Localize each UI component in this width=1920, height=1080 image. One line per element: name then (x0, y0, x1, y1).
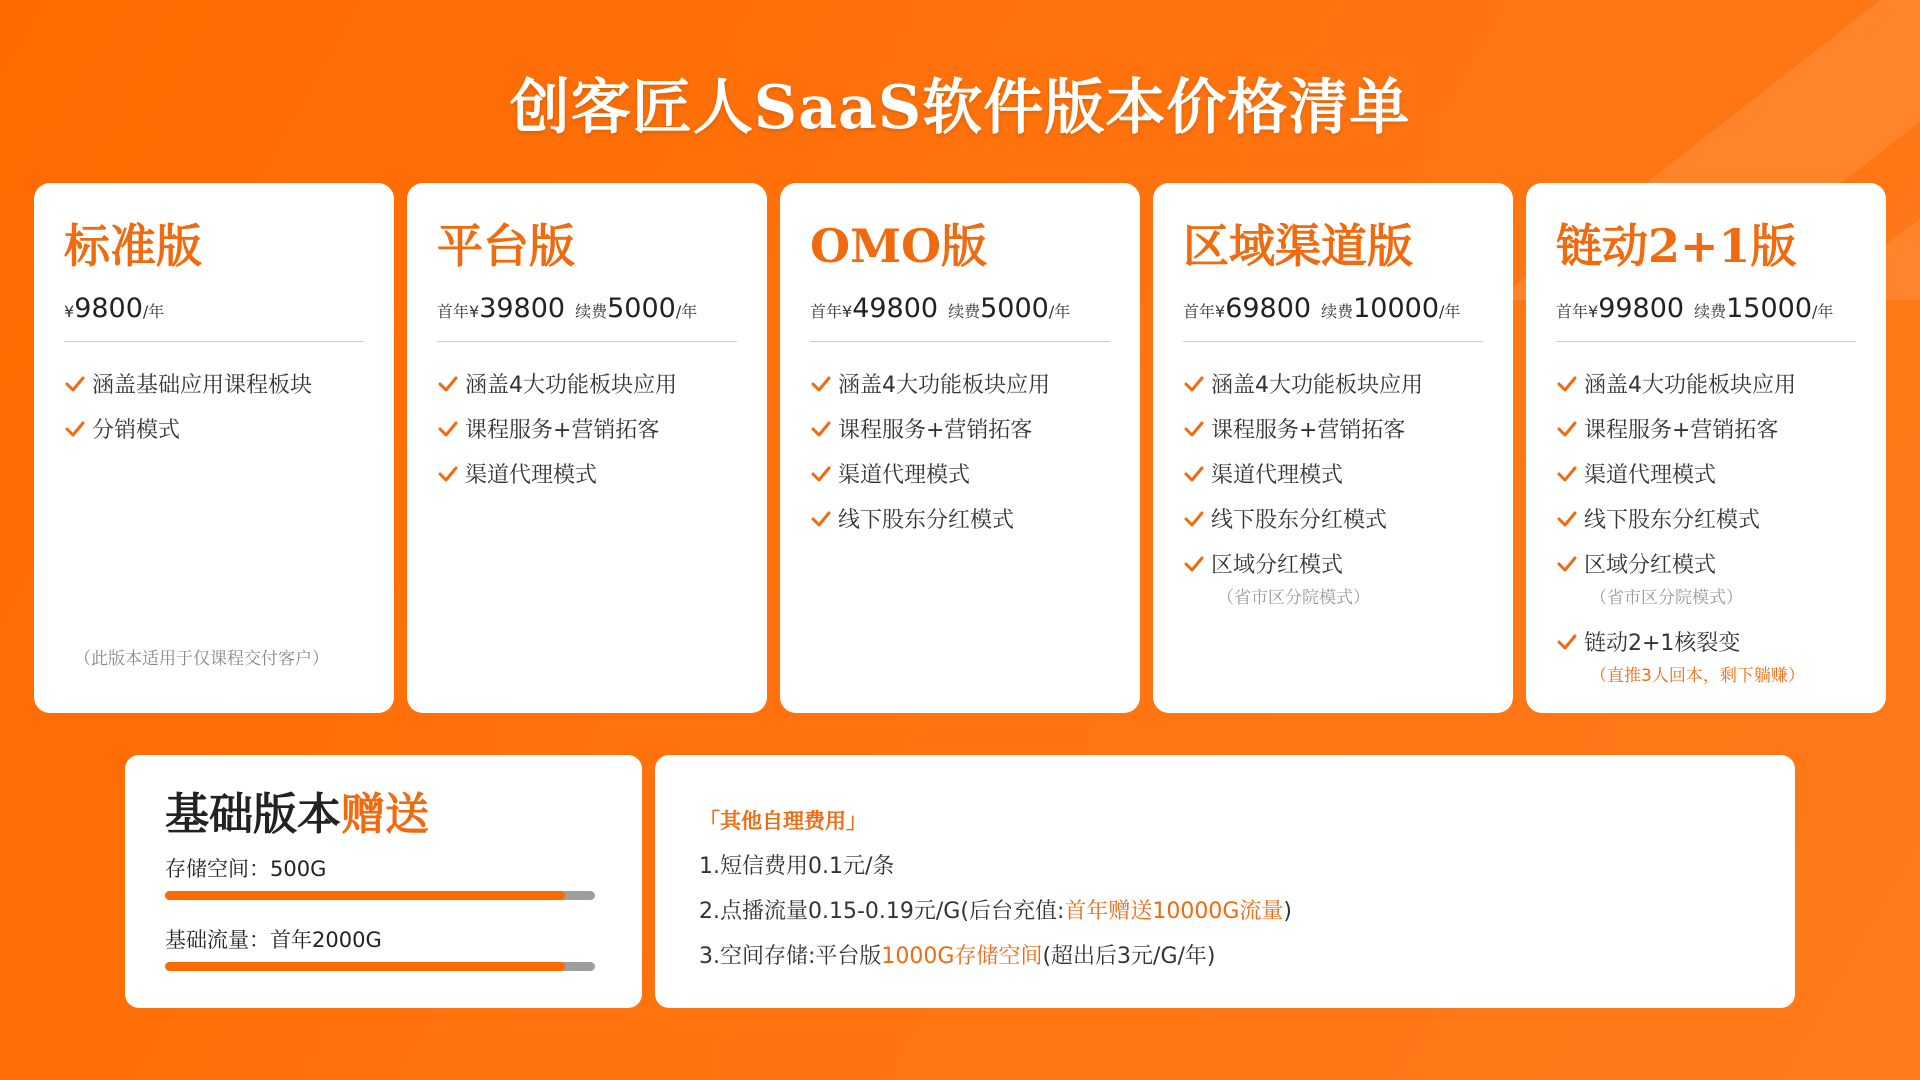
plan-card (1153, 183, 1513, 713)
check-icon (1556, 463, 1578, 485)
check-icon (1183, 418, 1205, 440)
other-fees-card (655, 755, 1795, 1008)
feature-item (810, 503, 1110, 534)
currency-symbol: ¥ (64, 302, 75, 321)
plan-name: 标准版 (64, 219, 202, 273)
plan-name: 链动2+1版 (1556, 219, 1797, 273)
feature-text: 线下股东分红模式 (1584, 508, 1761, 533)
check-icon (810, 418, 832, 440)
renew-unit: /年 (1812, 302, 1834, 321)
feature-text: 线下股东分红模式 (838, 508, 1015, 533)
feature-item (64, 368, 364, 399)
check-icon (437, 373, 459, 395)
feature-text: 分销模式 (92, 418, 181, 443)
renew-label: 续费 (948, 302, 981, 321)
feature-item (810, 413, 1110, 444)
price-value: 99800 (1598, 293, 1685, 324)
feature-item (1556, 503, 1856, 534)
other-fee-line-2 (699, 894, 1751, 925)
feature-item (1183, 503, 1483, 534)
feature-item (1556, 368, 1856, 399)
check-icon (1556, 631, 1578, 653)
storage-bar (165, 891, 595, 900)
divider (810, 341, 1110, 342)
check-icon (810, 463, 832, 485)
check-icon (1556, 553, 1578, 575)
feature-item (810, 368, 1110, 399)
traffic-bar (165, 962, 595, 971)
price-value: 9800 (74, 293, 143, 324)
renew-value: 5000 (980, 293, 1049, 324)
other-fee-line-2-highlight: 首年赠送10000G流量 (1064, 899, 1284, 924)
feature-text: 渠道代理模式 (465, 463, 598, 488)
renew-label: 续费 (575, 302, 608, 321)
check-icon (1183, 463, 1205, 485)
price-value: 69800 (1225, 293, 1312, 324)
check-icon (810, 508, 832, 530)
plan-footnote: （此版本适用于仅课程交付客户） (74, 649, 329, 669)
traffic-bar-fill (165, 962, 565, 971)
feature-item (1556, 458, 1856, 489)
renew-value: 15000 (1726, 293, 1813, 324)
renew-unit: /年 (675, 302, 698, 321)
feature-item (437, 413, 737, 444)
feature-text: 涵盖4大功能板块应用 (838, 373, 1050, 398)
feature-text: 渠道代理模式 (1211, 463, 1344, 488)
check-icon (437, 418, 459, 440)
renew-value: 10000 (1353, 293, 1440, 324)
other-fee-line-3-tail: (超出后3元/G/年) (1042, 944, 1216, 969)
other-fee-line-2-text: 2.点播流量0.15-0.19元/G(后台充值: (699, 899, 1065, 924)
divider (437, 341, 737, 342)
check-icon (1183, 508, 1205, 530)
feature-text: 涵盖4大功能板块应用 (1584, 373, 1796, 398)
other-fee-line-3-text: 3.空间存储:平台版 (699, 944, 882, 969)
other-fees-heading: 「其他自理费用」 (699, 809, 867, 833)
plan-name: OMO版 (810, 219, 988, 273)
other-fee-line-3-highlight: 1000G存储空间 (881, 944, 1043, 969)
feature-text: 课程服务+营销拓客 (1584, 418, 1779, 443)
feature-item (64, 413, 364, 444)
feature-item (1183, 413, 1483, 444)
page-title: 创客匠人SaaS软件版本价格清单 (509, 73, 1411, 143)
first-year-label: 首年 (437, 302, 470, 321)
bonus-title-highlight: 赠送 (341, 789, 429, 840)
feature-item (1556, 548, 1856, 579)
renew-value: 5000 (607, 293, 676, 324)
check-icon (1556, 418, 1578, 440)
feature-item (1183, 368, 1483, 399)
storage-bar-fill (165, 891, 565, 900)
price-unit: /年 (142, 302, 165, 321)
renew-unit: /年 (1048, 302, 1071, 321)
other-fee-line-2-tail: ) (1283, 899, 1292, 924)
plan-card (34, 183, 394, 713)
bonus-title (165, 789, 602, 840)
divider (1556, 341, 1856, 342)
divider (1183, 341, 1483, 342)
check-icon (64, 418, 86, 440)
divider (64, 341, 364, 342)
storage-label: 存储空间：500G (165, 857, 327, 881)
feature-item (1183, 548, 1483, 579)
plan-price (64, 293, 364, 327)
feature-note: （省市区分院模式） (1217, 588, 1370, 608)
first-year-label: 首年 (1183, 302, 1216, 321)
feature-text: 课程服务+营销拓客 (838, 418, 1033, 443)
first-year-label: 首年 (810, 302, 843, 321)
feature-text: 区域分红模式 (1584, 553, 1717, 578)
bonus-card (125, 755, 642, 1008)
renew-unit: /年 (1439, 302, 1461, 321)
check-icon (64, 373, 86, 395)
plan-price (1556, 293, 1856, 327)
renew-label: 续费 (1694, 302, 1727, 321)
check-icon (1556, 373, 1578, 395)
plan-price (1183, 293, 1483, 327)
feature-text: 渠道代理模式 (838, 463, 971, 488)
plan-card (407, 183, 767, 713)
feature-item (1183, 458, 1483, 489)
feature-text: 课程服务+营销拓客 (465, 418, 660, 443)
feature-text: 区域分红模式 (1211, 553, 1344, 578)
feature-item (810, 458, 1110, 489)
feature-note: （省市区分院模式） (1590, 588, 1743, 608)
feature-item (437, 368, 737, 399)
plan-card (1526, 183, 1886, 713)
traffic-label: 基础流量：首年2000G (165, 928, 382, 952)
price-value: 39800 (479, 293, 566, 324)
plan-price (810, 293, 1110, 327)
first-year-label: 首年 (1556, 302, 1589, 321)
feature-text: 链动2+1核裂变 (1584, 631, 1741, 656)
price-value: 49800 (852, 293, 939, 324)
check-icon (810, 373, 832, 395)
plan-name: 平台版 (437, 219, 575, 273)
plan-name: 区域渠道版 (1183, 219, 1413, 273)
feature-text: 课程服务+营销拓客 (1211, 418, 1406, 443)
currency-symbol: ¥ (1215, 302, 1226, 321)
feature-note: （直推3人回本，剩下躺赚） (1590, 666, 1805, 686)
feature-text: 线下股东分红模式 (1211, 508, 1388, 533)
other-fee-line-3 (699, 939, 1751, 970)
feature-text: 涵盖4大功能板块应用 (1211, 373, 1423, 398)
plan-price (437, 293, 737, 327)
check-icon (1183, 553, 1205, 575)
bonus-title-main: 基础版本 (165, 789, 341, 840)
check-icon (437, 463, 459, 485)
check-icon (1556, 508, 1578, 530)
feature-item (1556, 413, 1856, 444)
feature-text: 渠道代理模式 (1584, 463, 1717, 488)
feature-item (437, 458, 737, 489)
other-fee-line-1: 1.短信费用0.1元/条 (699, 854, 895, 879)
check-icon (1183, 373, 1205, 395)
feature-text: 涵盖基础应用课程板块 (92, 373, 313, 398)
feature-text: 涵盖4大功能板块应用 (465, 373, 677, 398)
currency-symbol: ¥ (1588, 302, 1599, 321)
plan-card (780, 183, 1140, 713)
currency-symbol: ¥ (842, 302, 853, 321)
renew-label: 续费 (1321, 302, 1354, 321)
currency-symbol: ¥ (469, 302, 480, 321)
feature-item (1556, 626, 1856, 657)
